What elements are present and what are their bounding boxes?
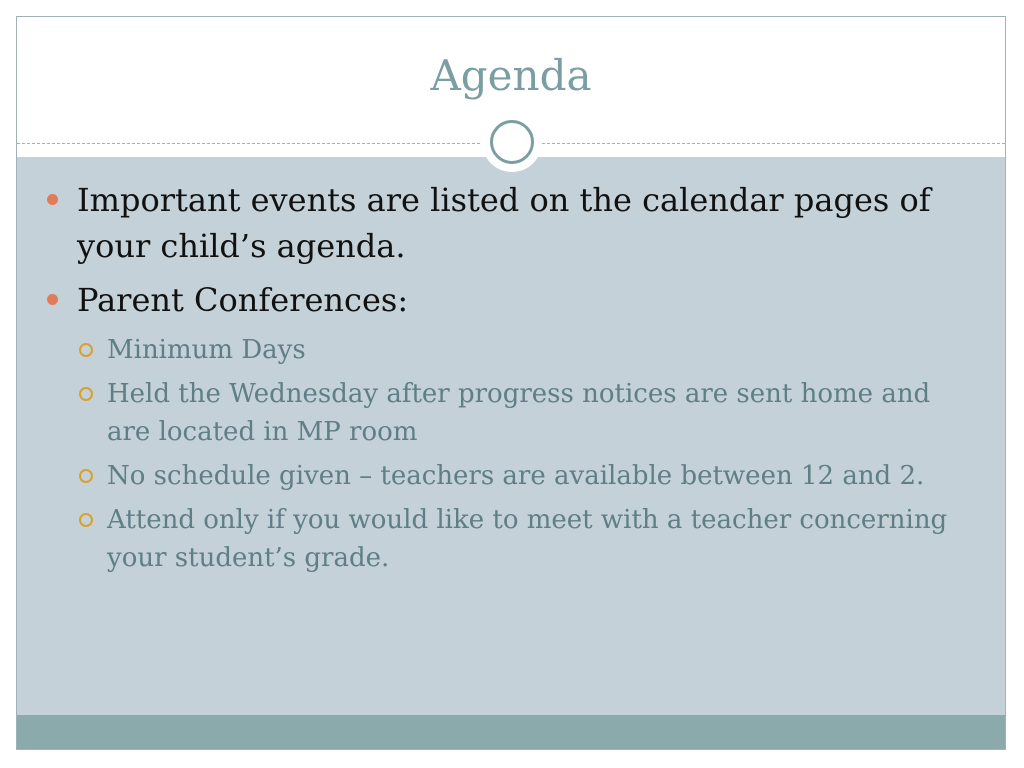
- sub-list-item-text: Held the Wednesday after progress notices are sent home and are located in MP room: [107, 379, 931, 447]
- sub-list-item-text: No schedule given – teachers are available between 12 and 2.: [107, 461, 925, 491]
- list-item-text: Parent Conferences:: [77, 281, 409, 319]
- sub-list-item-text: Attend only if you would like to meet with a teacher concerning your student’s grade.: [107, 505, 948, 573]
- sub-list-item: [47, 457, 977, 495]
- ring-icon: [482, 112, 542, 172]
- sub-list-item: [47, 375, 977, 451]
- list-item: [47, 277, 977, 323]
- agenda-list: [47, 177, 977, 583]
- list-item-text: Important events are listed on the calendar pages of your child’s agenda.: [77, 181, 931, 265]
- hollow-circle-bullet-icon: [79, 343, 93, 357]
- filled-circle-bullet-icon: [47, 194, 58, 205]
- hollow-circle-bullet-icon: [79, 469, 93, 483]
- slide: [16, 16, 1006, 750]
- ring-icon-center: [496, 126, 528, 158]
- ring-icon-stroke: [490, 120, 534, 164]
- filled-circle-bullet-icon: [47, 294, 58, 305]
- sub-list-item: [47, 501, 977, 577]
- slide-title: Agenda: [430, 51, 592, 100]
- sub-list-item-text: Minimum Days: [107, 335, 306, 365]
- hollow-circle-bullet-icon: [79, 513, 93, 527]
- sub-list-item: [47, 331, 977, 369]
- hollow-circle-bullet-icon: [79, 387, 93, 401]
- list-item: [47, 177, 977, 269]
- footer-bar: [17, 715, 1005, 749]
